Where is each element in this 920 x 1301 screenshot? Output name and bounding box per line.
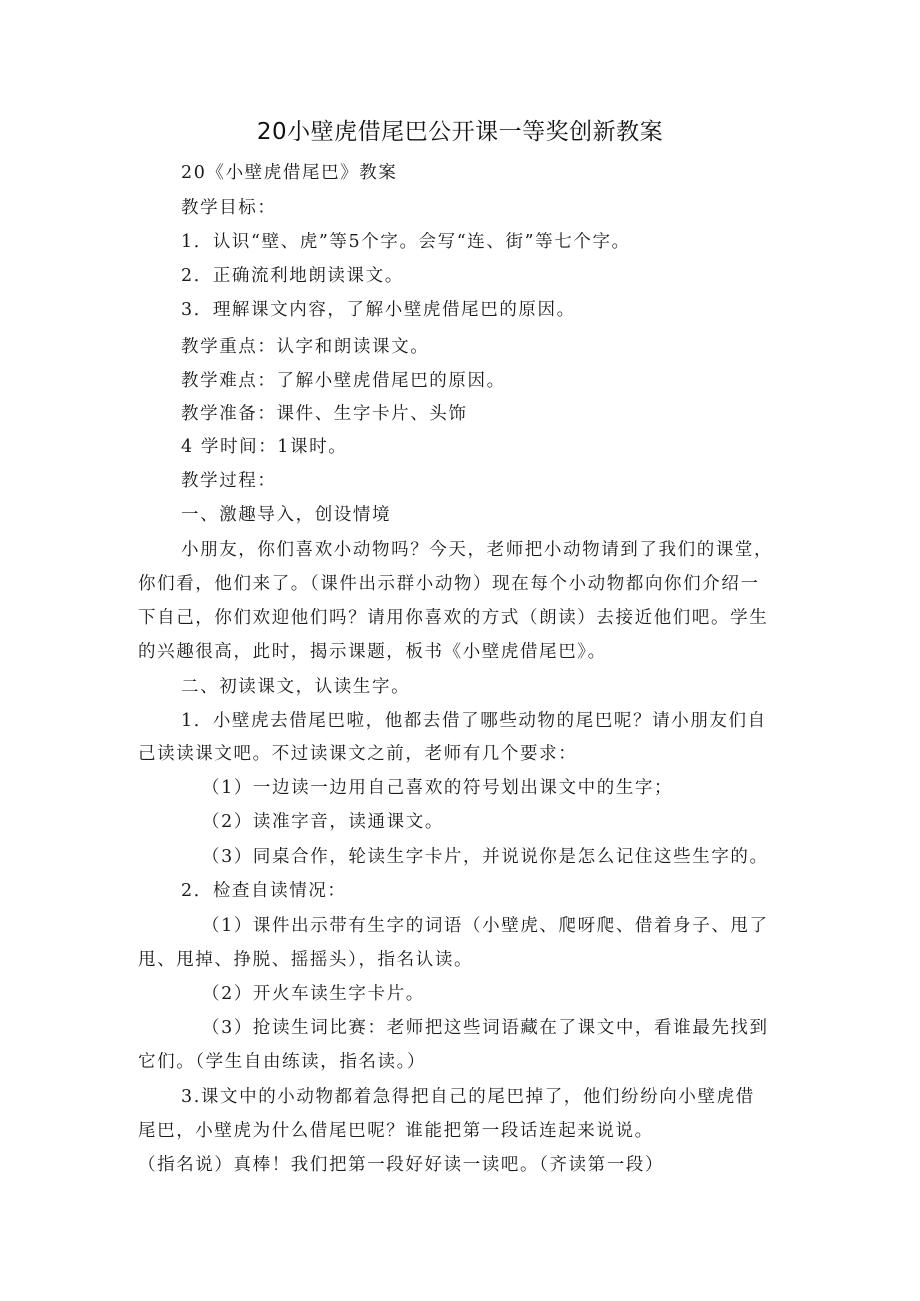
text-line: 教学准备：课件、生字卡片、头饰: [181, 404, 468, 424]
text-line: （指名说）真棒！我们把第一段好好读一读吧。（齐读第一段）: [138, 1155, 665, 1175]
text-line: 教学重点：认字和朗读课文。: [181, 337, 430, 357]
text-line: 2．检查自读情况：: [181, 881, 347, 901]
document-title: 20小壁虎借尾巴公开课一等奖创新教案: [256, 119, 664, 145]
text-line: 下自己，你们欢迎他们吗？请用你喜欢的方式（朗读）去接近他们吧。学生: [138, 608, 769, 628]
text-line: 你们看，他们来了。（课件出示群小动物）现在每个小动物都向你们介绍一: [138, 574, 760, 594]
text-line: 1．认识“壁、虎”等5个字。会写“连、街”等七个字。: [181, 232, 631, 252]
text-line: 小朋友，你们喜欢小动物吗？今天，老师把小动物请到了我们的课堂，: [181, 540, 774, 560]
text-line: 教学目标：: [181, 198, 277, 218]
text-line: 3．理解课文内容，了解小壁虎借尾巴的原因。: [181, 300, 576, 320]
text-line: 2．正确流利地朗读课文。: [181, 266, 404, 286]
text-line: 尾巴，小壁虎为什么借尾巴呢？谁能把第一段话连起来说说。: [138, 1121, 654, 1141]
text-line: （3）同桌合作，轮读生字卡片，并说说你是怎么记住这些生字的。: [202, 847, 769, 867]
text-line: 3.课文中的小动物都着急得把自己的尾巴掉了，他们纷纷向小壁虎借: [181, 1087, 755, 1107]
text-line: 教学难点：了解小壁虎借尾巴的原因。: [181, 371, 506, 391]
text-line: （2）读准字音，读通课文。: [202, 812, 444, 832]
text-line: （1）课件出示带有生字的词语（小壁虎、爬呀爬、借着身子、甩了: [202, 916, 769, 936]
text-line: 己读读课文吧。不过读课文之前，老师有几个要求：: [138, 744, 578, 764]
text-line: 甩、甩掉、挣脱、摇摇头），指名认读。: [138, 950, 474, 970]
text-line: （3）抢读生词比赛：老师把这些词语藏在了课文中，看谁最先找到: [202, 1018, 769, 1038]
text-line: 的兴趣很高，此时，揭示课题，板书《小壁虎借尾巴》。: [138, 642, 607, 662]
text-line: 教学过程：: [181, 471, 277, 491]
text-line: 它们。（学生自由练读，指名读。）: [138, 1052, 427, 1072]
text-line: 20《小壁虎借尾巴》教案: [181, 163, 398, 183]
text-line: 1．小壁虎去借尾巴啦，他都去借了哪些动物的尾巴呢？请小朋友们自: [181, 711, 767, 731]
text-line: 4 学时间：1课时。: [181, 437, 348, 457]
section-heading: 一、激趣导入，创设情境: [181, 505, 392, 525]
text-line: （2）开火车读生字卡片。: [202, 984, 425, 1004]
text-line: （1）一边读一边用自己喜欢的符号划出课文中的生字；: [202, 778, 674, 798]
section-heading: 二、初读课文，认读生字。: [181, 677, 411, 697]
